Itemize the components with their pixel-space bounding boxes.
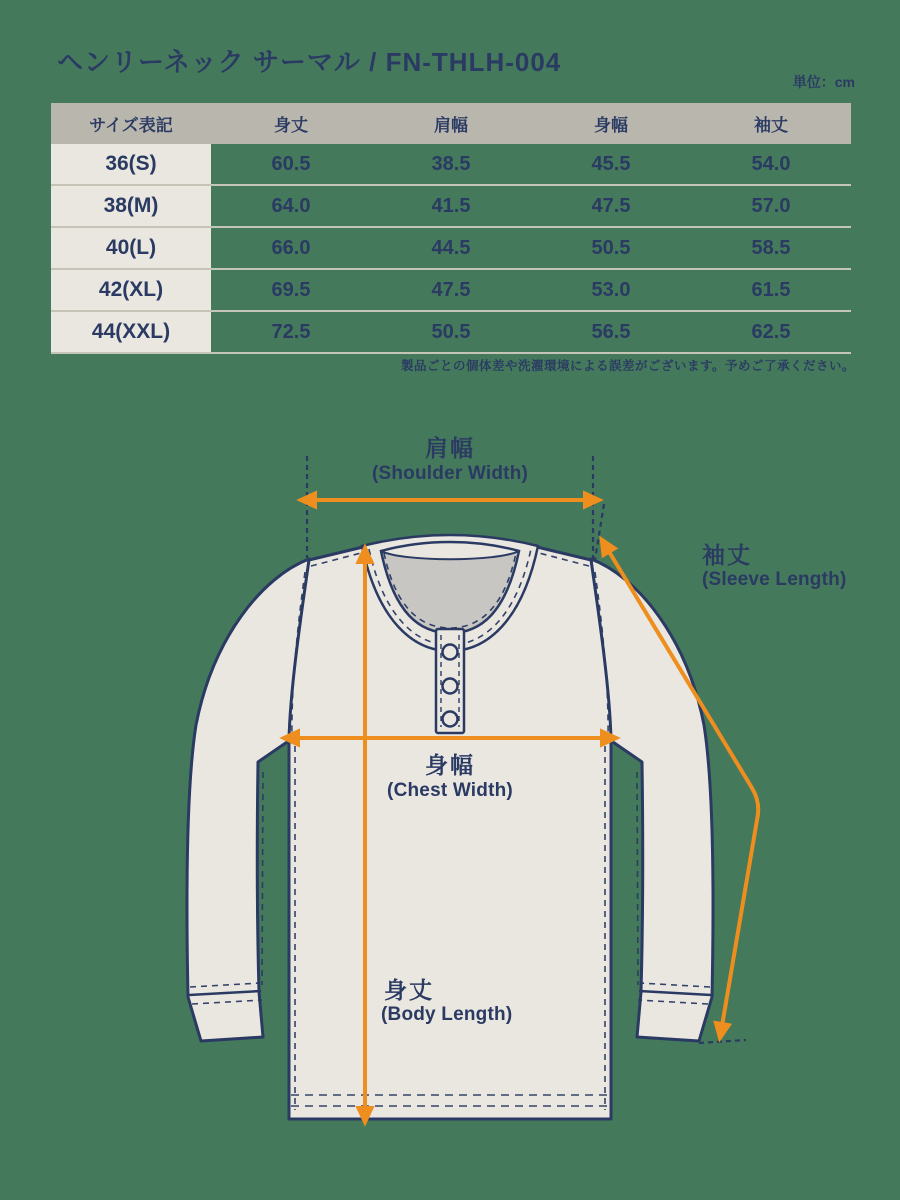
value-cell: 53.0 xyxy=(531,269,691,311)
value-cell: 47.5 xyxy=(531,185,691,227)
chest-width-label-en: (Chest Width) xyxy=(387,780,513,801)
column-header-sleeve-length: 袖丈 xyxy=(691,103,851,144)
value-cell: 50.5 xyxy=(531,227,691,269)
body-length-label-jp: 身丈 xyxy=(384,977,434,1003)
body-length-label-en: (Body Length) xyxy=(381,1004,513,1025)
shoulder-width-label-jp: 肩幅 xyxy=(425,435,475,461)
value-cell: 57.0 xyxy=(691,185,851,227)
value-cell: 64.0 xyxy=(211,185,371,227)
value-cell: 61.5 xyxy=(691,269,851,311)
value-cell: 50.5 xyxy=(371,311,531,353)
value-cell: 38.5 xyxy=(371,144,531,185)
button xyxy=(443,679,458,694)
disclaimer-note: 製品ごとの個体差や洗濯環境による誤差がございます。予めご了承ください。 xyxy=(400,359,855,373)
value-cell: 58.5 xyxy=(691,227,851,269)
value-cell: 69.5 xyxy=(211,269,371,311)
button xyxy=(443,712,458,727)
value-cell: 47.5 xyxy=(371,269,531,311)
sleeve-length-label-en: (Sleeve Length) xyxy=(702,569,847,590)
placket xyxy=(436,629,464,733)
page-title: ヘンリーネック サーマル / FN-THLH-004 xyxy=(57,47,562,77)
shoulder-width-label-en: (Shoulder Width) xyxy=(371,463,529,484)
value-cell: 45.5 xyxy=(531,144,691,185)
value-cell: 41.5 xyxy=(371,185,531,227)
size-cell: 42(XL) xyxy=(51,269,211,311)
unit-label: 単位：cm xyxy=(792,74,855,90)
value-cell: 60.5 xyxy=(211,144,371,185)
value-cell: 72.5 xyxy=(211,311,371,353)
size-cell: 36(S) xyxy=(51,144,211,185)
value-cell: 44.5 xyxy=(371,227,531,269)
column-header-chest-width: 身幅 xyxy=(531,103,691,144)
value-cell: 62.5 xyxy=(691,311,851,353)
size-cell: 40(L) xyxy=(51,227,211,269)
size-cell: 44(XXL) xyxy=(51,311,211,353)
column-header-shoulder-width: 肩幅 xyxy=(371,103,531,144)
value-cell: 54.0 xyxy=(691,144,851,185)
button xyxy=(443,645,458,660)
sleeve-length-label-jp: 袖丈 xyxy=(702,542,752,568)
column-header-size: サイズ表記 xyxy=(51,103,211,144)
column-header-body-length: 身丈 xyxy=(211,103,371,144)
value-cell: 56.5 xyxy=(531,311,691,353)
size-cell: 38(M) xyxy=(51,185,211,227)
value-cell: 66.0 xyxy=(211,227,371,269)
chest-width-label-jp: 身幅 xyxy=(425,752,475,778)
